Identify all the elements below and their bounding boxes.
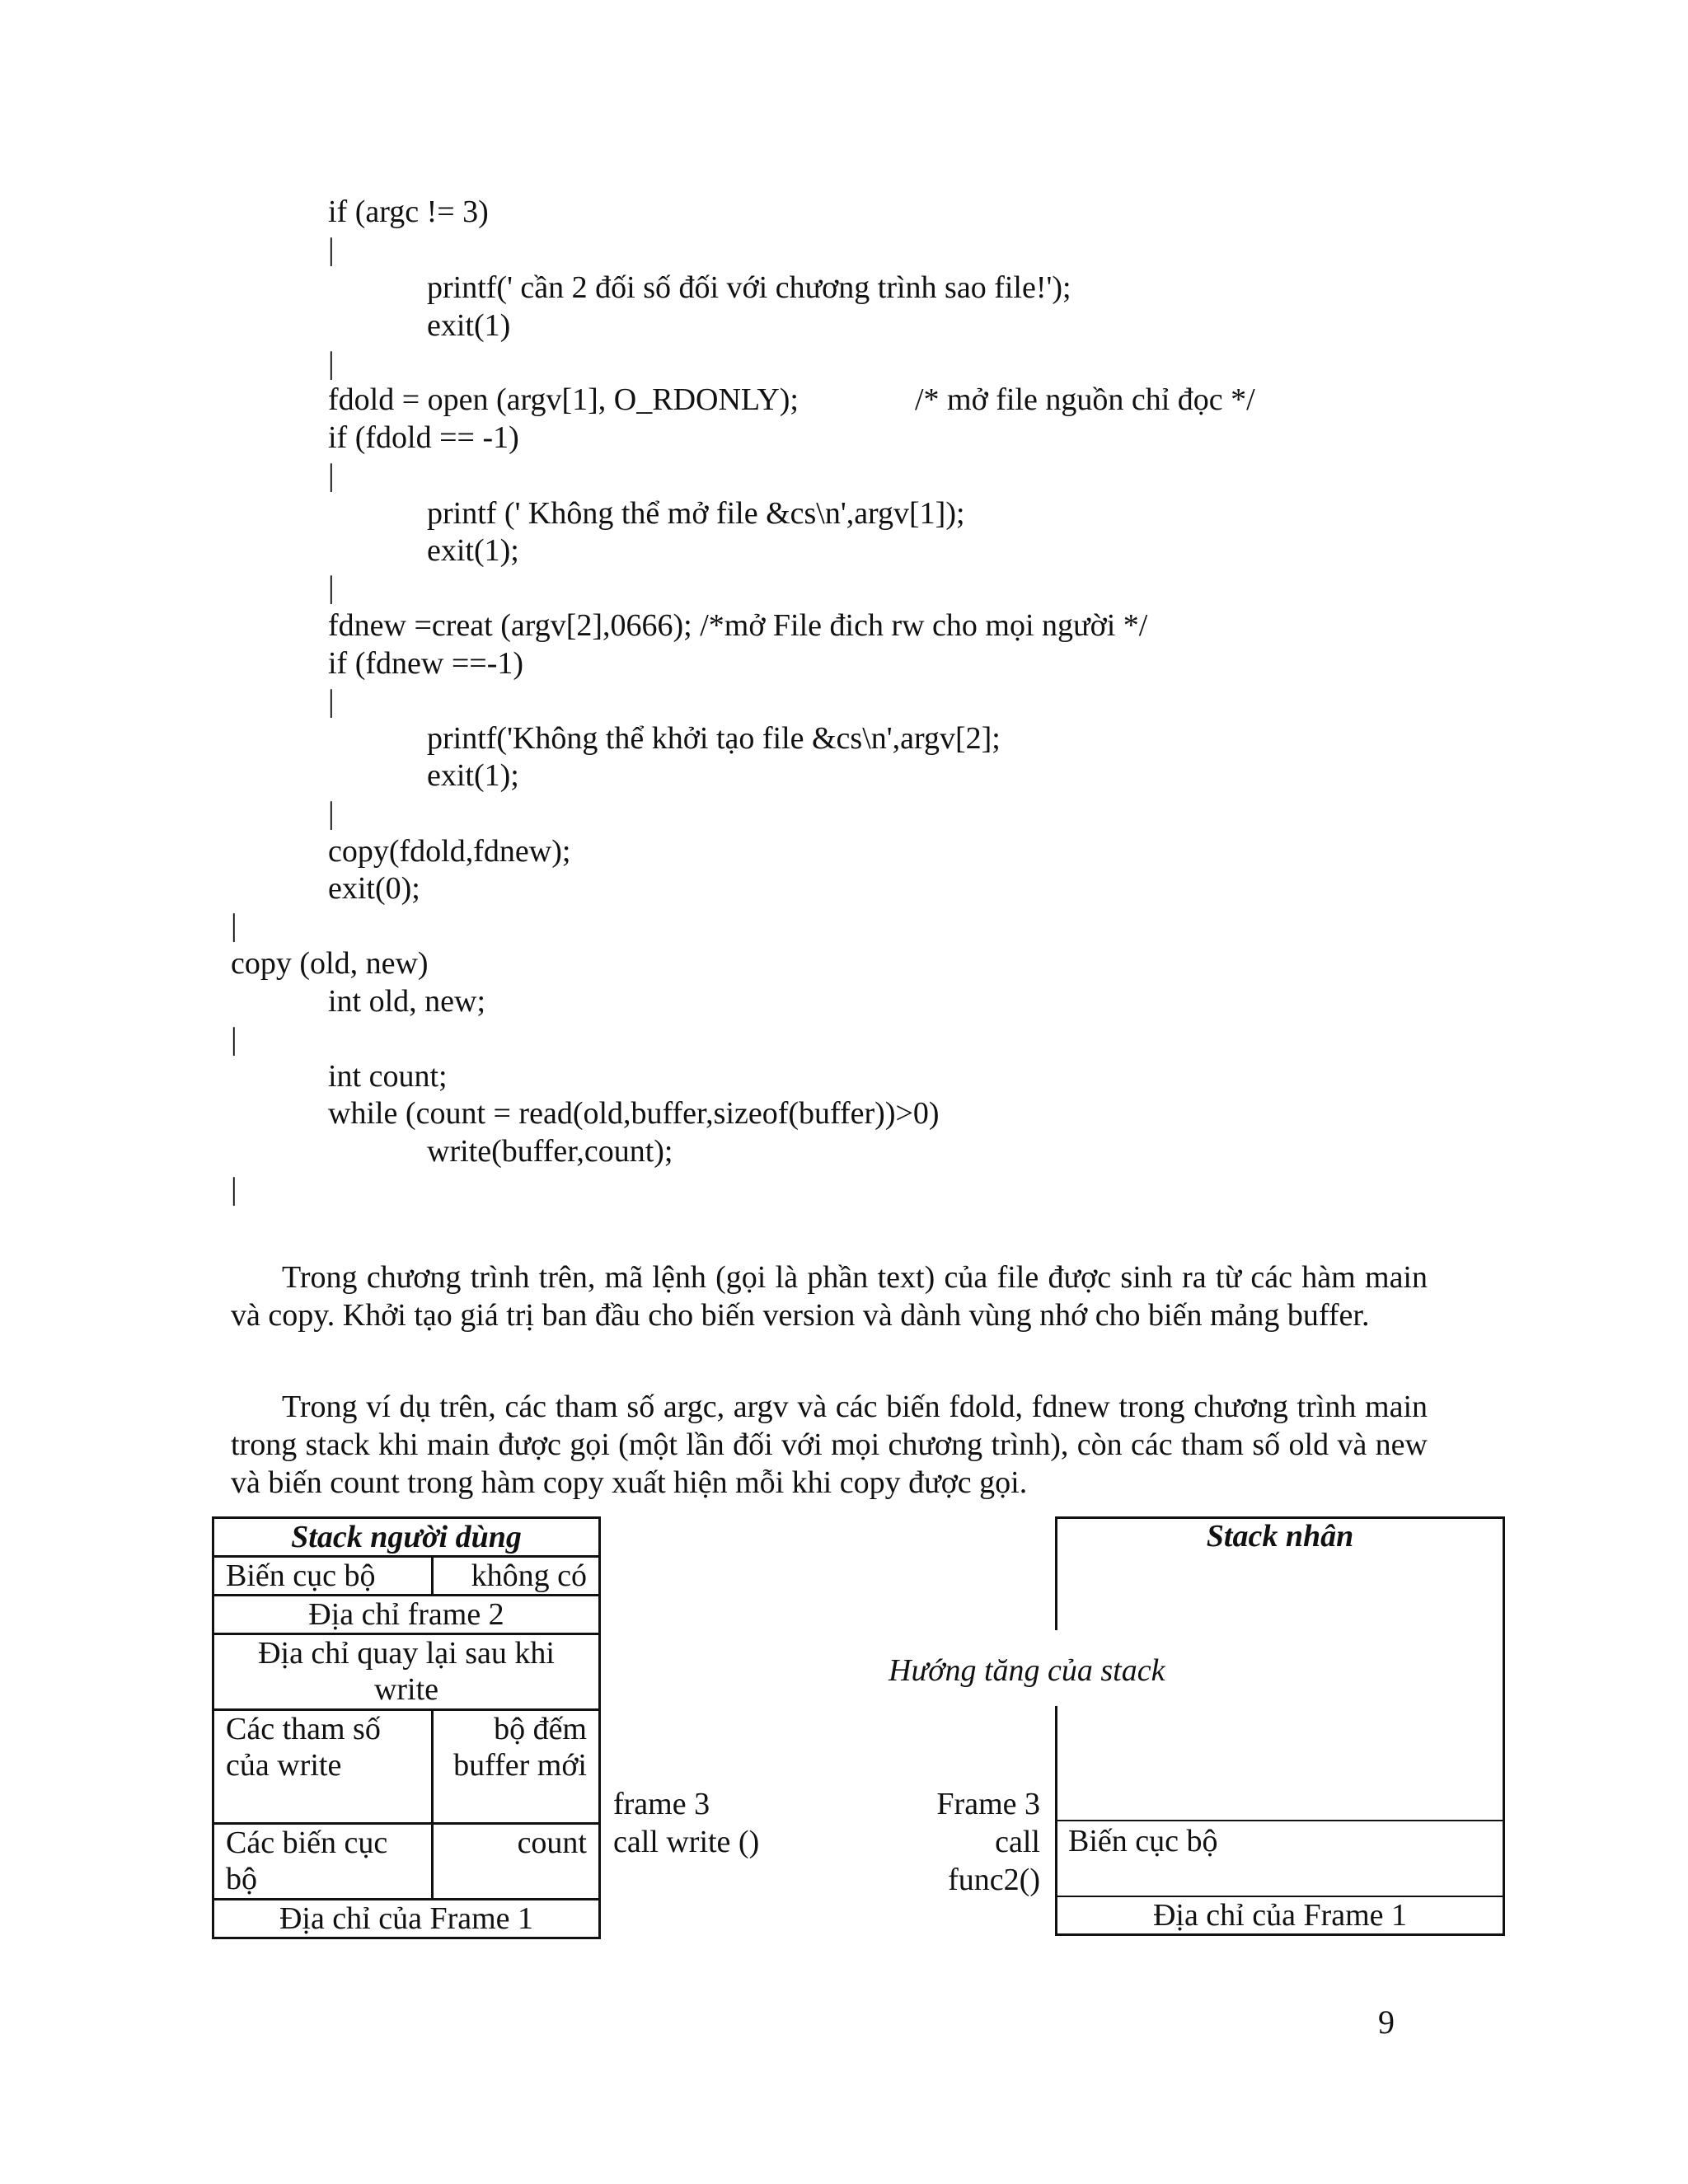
- code-line: exit(1): [427, 308, 511, 343]
- code-line: printf(' cần 2 đối số đối với chương trình sao file!');: [427, 270, 1071, 305]
- kernel-box-divider: [1055, 1820, 1505, 1821]
- code-line: exit(1);: [427, 758, 519, 793]
- kernel-box-right-edge: [1503, 1516, 1505, 1936]
- frame3-kernel-label: Frame 3: [936, 1787, 1040, 1821]
- code-line: printf (' Không thể mở file &cs\n',argv[1]);: [427, 496, 965, 531]
- code-line: |: [231, 1022, 237, 1057]
- user-stack-table: [212, 1516, 601, 1939]
- code-line: if (fdold == -1): [328, 420, 519, 455]
- kernel-stack-box: [1055, 1516, 1505, 1937]
- user-stack-title: Stack người dùng: [213, 1518, 600, 1557]
- code-line: |: [328, 570, 335, 605]
- code-line: |: [231, 908, 237, 943]
- call-write-label: call write (): [613, 1825, 760, 1859]
- kernel-stack-title: Stack nhân: [1206, 1519, 1354, 1554]
- func2-label: func2(): [948, 1863, 1040, 1897]
- code-line: |: [328, 458, 335, 493]
- code-line: copy(fdold,fdnew);: [328, 834, 571, 869]
- write-params-cell: Các tham số của write: [213, 1710, 433, 1824]
- code-line: |: [328, 684, 335, 719]
- kernel-box-bottom-edge: [1055, 1933, 1505, 1936]
- call-label: call: [995, 1825, 1040, 1859]
- frame1-address-cell: Địa chỉ của Frame 1: [213, 1900, 600, 1938]
- code-line: while (count = read(old,buffer,sizeof(buffer))>0): [328, 1096, 940, 1131]
- code-line: |: [328, 346, 335, 381]
- code-line: int count;: [328, 1059, 448, 1094]
- paragraph: Trong ví dụ trên, các tham số argc, argv và các biến fdold, fdnew trong chương trình main trong stack khi main được gọi (một lần đối với mọi chương trình), còn các tham số old và new và biến count trong hàm copy xuất hiện mỗi khi copy được gọi.: [231, 1390, 1428, 1500]
- code-line: |: [328, 232, 335, 267]
- code-line: exit(0);: [328, 871, 420, 906]
- code-line: copy (old, new): [231, 946, 429, 981]
- code-line: int old, new;: [328, 984, 486, 1019]
- code-line: fdold = open (argv[1], O_RDONLY);: [328, 382, 799, 417]
- code-line: |: [231, 1172, 237, 1207]
- paragraph: Trong chương trình trên, mã lệnh (gọi là phần text) của file được sinh ra từ các hàm main và copy. Khởi tạo giá trị ban đầu cho biến version và dành vùng nhớ cho biến mảng buffer.: [231, 1260, 1428, 1333]
- count-cell: count: [432, 1824, 599, 1900]
- code-line: if (fdnew ==-1): [328, 646, 523, 681]
- code-comment: /* mở file nguồn chỉ đọc */: [915, 382, 1255, 417]
- buffer-counter-cell: bộ đếm buffer mới: [432, 1710, 599, 1824]
- page-number: 9: [1378, 2004, 1395, 2041]
- code-line: exit(1);: [427, 533, 519, 568]
- code-line: |: [328, 796, 335, 831]
- code-line: write(buffer,count);: [427, 1134, 673, 1169]
- stack-growth-label: Hướng tăng của stack: [889, 1653, 1165, 1688]
- local-vars-2-cell: Các biến cục bộ: [213, 1824, 433, 1900]
- local-vars-cell: Biến cục bộ: [213, 1557, 433, 1596]
- kernel-local-vars-cell: Biến cục bộ: [1068, 1824, 1218, 1858]
- return-address-cell: Địa chỉ quay lại sau khi write: [213, 1634, 600, 1710]
- frame2-address-cell: Địa chỉ frame 2: [213, 1596, 600, 1634]
- code-line: fdnew =creat (argv[2],0666); /*mở File đich rw cho mọi người */: [328, 608, 1148, 643]
- code-line: if (argc != 3): [328, 194, 489, 229]
- code-line: printf('Không thể khởi tạo file &cs\n',argv[2];: [427, 721, 1001, 756]
- frame3-label: frame 3: [613, 1787, 710, 1821]
- kernel-frame1-address-cell: Địa chỉ của Frame 1: [1152, 1898, 1408, 1933]
- none-cell: không có: [432, 1557, 599, 1596]
